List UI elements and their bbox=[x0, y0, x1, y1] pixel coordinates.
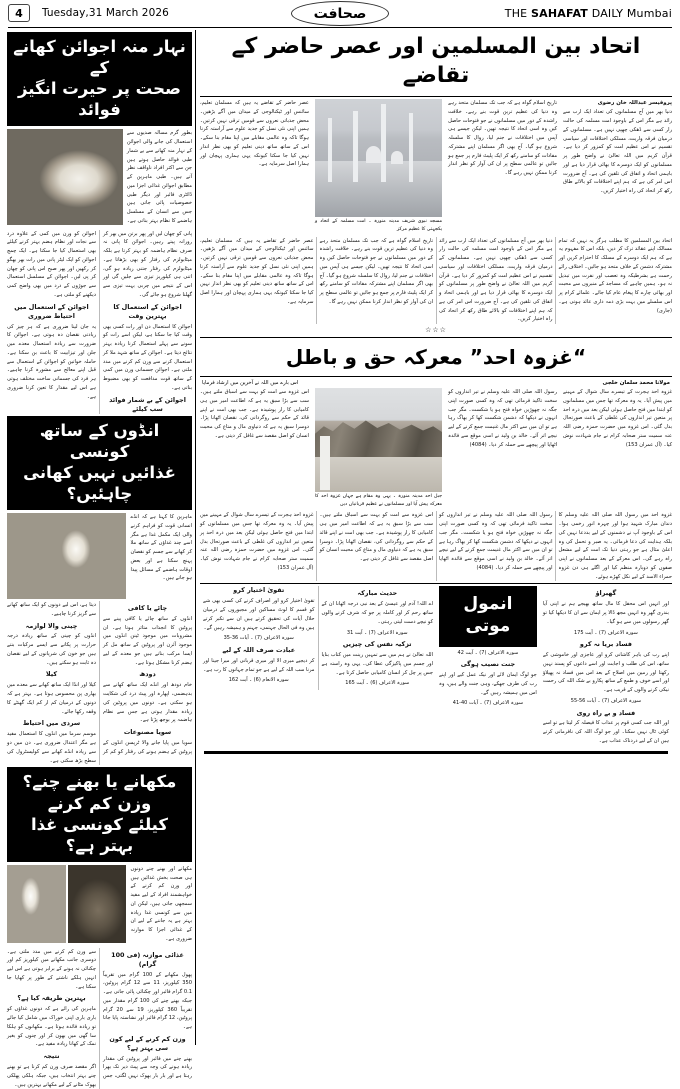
uhud-byline: مولانا محمد سلمان خلجی bbox=[602, 380, 670, 387]
bottom-section-cite: سورہ الاعراف (7) ۔ آیت 31 bbox=[346, 629, 408, 636]
bottom-strip bbox=[200, 586, 672, 747]
publication-title bbox=[505, 7, 672, 20]
minaret-icon bbox=[328, 118, 332, 182]
publication-title-bold: SAHAFAT bbox=[531, 6, 589, 20]
headline-line-1: انڈوں کے ساتھ کونسی bbox=[39, 420, 160, 461]
article-separator-rule bbox=[200, 337, 672, 338]
anmol-moti-box-column bbox=[436, 586, 540, 747]
uhud-headline-rule bbox=[200, 376, 672, 377]
bottom-section-title: فساد و بے راہ روی bbox=[576, 708, 636, 717]
ittehad-col-3: عصر حاضر کے تقاضے یہ ہیں کہ مسلمان تعلیم، سائنس اور ٹیکنالوجی کے میدان میں آگے بڑھیں۔ محض جذباتی نعروں سے قومیں ترقی نہیں کرتیں۔ ہمیں اپنی نئی نسل کو جدید علوم سے آراستہ کرنا ہوگا تاکہ وہ عالمی مقابلے میں اپنا مقام بنا سکے۔ اس کے ساتھ ساتھ دینی تعلیم کو بھی نظر انداز نہیں کیا جا سکتا کیونکہ یہی ہماری پہچان اور ہمارا اصل سرمایہ ہے۔ bbox=[200, 100, 309, 168]
minaret-icon bbox=[409, 113, 413, 181]
left-article-eggs bbox=[7, 416, 192, 766]
eggs-subhead-6: سردی میں احتیاط bbox=[22, 719, 81, 728]
ittehad-body-lower: اتحاد بین المسلمین کا مطلب ہرگز یہ نہیں کہ تمام مسالک اپنے عقائد ترک کر دیں، بلکہ اس کا مفہوم یہ ہے کہ ہم ایک دوسرے کے مسلک کا احترام کریں اور مشترکہ دشمن کے خلاف متحد ہو جائیں۔ اختلاف رائے رحمت ہے بشرطیکہ وہ تعصب اور نفرت میں تبدیل نہ ہو۔ ہمیں چاہیے کہ مساجد کے منبروں سے محبت اور بھائی چارے کا پیغام عام کیا جائے۔ علمائے کرام پر اس سلسلے میں بہت بڑی ذمہ داری عائد ہوتی ہے۔ (جاری) دنیا بھر میں آج مسلمانوں کی تعداد ایک ارب سے زائد ہے مگر اس کے باوجود امت مسلمہ کی حالت زار کسی سے ڈھکی چھپی نہیں ہے۔ مسلمانوں کے درمیان فرقہ واریت، مسلکی اختلافات اور سیاسی تقسیم نے اس عظیم امت کو کمزور کر دیا ہے۔ قرآن کریم میں اللہ تعالیٰ نے واضح طور پر مسلمانوں کو ایک دوسرے کا بھائی قرار دیا ہے اور باہمی اتحاد و اتفاق کی تلقین کی ہے۔ آج ضرورت اس امر کی ہے کہ ہم اپنے اختلافات کو بالائے طاق رکھ کر اتحاد کی راہ اختیار کریں۔ تاریخ اسلام گواہ ہے کہ جب تک مسلمان متحد رہے وہ دنیا کی عظیم ترین قوت بنے رہے۔ خلافت راشدہ کے دور میں مسلمانوں نے جو فتوحات حاصل کیں وہ اسی اتحاد کا نتیجہ تھیں۔ لیکن جیسے ہی آپس میں اختلافات نے جنم لیا، زوال کا سلسلہ شروع ہو گیا۔ آج بھی اگر مسلمان اپنے مشترکہ مفادات کو سامنے رکھ کر ایک پلیٹ فارم پر جمع ہو جائیں تو عالمی سطح پر ان کی آواز کو نظر انداز کرنا ممکن نہیں رہے گا۔ عصر حاضر کے تقاضے یہ ہیں کہ مسلمان تعلیم، سائنس اور ٹیکنالوجی کے میدان میں آگے بڑھیں۔ محض جذباتی نعروں سے قومیں ترقی نہیں کرتیں۔ ہمیں اپنی نئی نسل کو جدید علوم سے آراستہ کرنا ہوگا تاکہ وہ عالمی مقابلے میں اپنا مقام بنا سکے۔ اس کے ساتھ ساتھ دینی تعلیم کو بھی نظر انداز نہیں کیا جا سکتا کیونکہ یہی ہماری پہچان اور ہمارا اصل سرمایہ ہے۔ bbox=[200, 237, 672, 323]
headline-line-2: کیلئے کونسی غذا بہتر ہے؟ bbox=[30, 814, 169, 855]
bottom-section-cite: سورہ الاعراف (7) ۔ آیت 175 bbox=[573, 629, 638, 636]
bottom-quran-column bbox=[540, 586, 672, 747]
uhud-col-1: غزوہ احد ہجرت کے تیسرے سال شوال کے مہینے میں پیش آیا۔ یہ وہ معرکہ تھا جس میں مسلمانوں کو ابتدا میں فتح حاصل ہوئی لیکن بعد میں درہ احد پر متعین تیر اندازوں کی غلطی کے باعث صورتحال بدل گئی۔ اس غزوہ میں حضرت حمزہ رضی اللہ عنہ سمیت ستر صحابہ کرام نے جام شہادت نوش کیا۔ (آل عمران 153) bbox=[563, 389, 672, 448]
bottom-section-cite: سورہ الاعراف (7) ۔ آیات 56-55 bbox=[570, 697, 642, 704]
anmol-moti-body: سورہ الاعراف (7) ۔ آیت 42 جنت نصیب ہوگی جو لوگ ایمان لائے اور نیک عمل کیے اور اپنے رب کی طرف جھکے، وہی جنت والے ہیں، وہ اس میں ہمیشہ رہیں گے۔ سورہ الاعراف (7) ۔ آیات 40-41 bbox=[439, 649, 537, 707]
dome-icon bbox=[391, 151, 402, 164]
left-article-ajwain bbox=[7, 32, 192, 414]
left-article-makhana-headline bbox=[7, 767, 192, 861]
page-body bbox=[4, 28, 676, 1088]
ajwain-subhead-3: اجوائن کے استعمال میں احتیاط ضروری bbox=[14, 302, 89, 320]
bottom-section-rule bbox=[200, 583, 672, 584]
bottom-section-title: تزکیہ نفس کی چیزیں bbox=[342, 640, 412, 649]
page-bottom-rule bbox=[204, 751, 668, 754]
ittehad-col-2: تاریخ اسلام گواہ ہے کہ جب تک مسلمان متحد رہے وہ دنیا کی عظیم ترین قوت بنے رہے۔ خلافت راشدہ کے دور میں مسلمانوں نے جو فتوحات حاصل کیں وہ اسی اتحاد کا نتیجہ تھیں۔ لیکن جیسے ہی آپس میں اختلافات نے جنم لیا، زوال کا سلسلہ شروع ہو گیا۔ آج بھی اگر مسلمان اپنے مشترکہ مفادات کو سامنے رکھ کر ایک پلیٹ فارم پر جمع ہو جائیں تو عالمی سطح پر ان کی آواز کو نظر انداز کرنا ممکن نہیں رہے گا۔ bbox=[448, 100, 558, 177]
uhud-col-2: رسول اللہ صلی اللہ علیہ وسلم نے تیر اندازوں کو سخت تاکید فرمائی تھی کہ وہ کسی صورت اپنی جگہ نہ چھوڑیں خواہ فتح ہو یا شکست۔ مگر جب انہوں نے دیکھا کہ دشمن شکست کھا کر بھاگ رہا ہے تو ان میں سے اکثر مال غنیمت جمع کرنے کے لیے نیچے اتر آئے۔ خالد بن ولید نے اسی موقع سے فائدہ اٹھایا اور پیچھے سے حملہ کر دیا۔ (4084) bbox=[448, 389, 558, 448]
makhana-subhead-1: غذائی موازنہ (فی 100 گرام) bbox=[111, 950, 184, 968]
left-article-ajwain-headline bbox=[7, 32, 192, 126]
ittehad-byline: پروفیسر عبداللہ خان رضوی bbox=[597, 100, 672, 107]
bottom-section-title: گھبراؤ bbox=[595, 589, 617, 598]
makhana-subhead-3: بہترین طریقہ کیا ہے؟ bbox=[17, 994, 86, 1003]
main-article-ittehad-headline: اتحاد بین المسلمین اور عصر حاضر کے تقاضے bbox=[231, 34, 641, 88]
left-article-makhana bbox=[7, 767, 192, 1089]
bottom-section-title: فساد بریا نہ کرو bbox=[579, 640, 632, 649]
bottom-section-cite: سورہ الاعراف (7) ۔ آیات 36-35 bbox=[223, 635, 294, 642]
main-article-uhud-headline: “غزوہ احد” معرکہ حق و باطل bbox=[285, 345, 587, 370]
uhud-body-lower: غزوہ احد میں رسول اللہ صلی اللہ علیہ وسلم کا دندان مبارک شہید ہوا اور چہرہ انور زخمی ہوا۔ اس کے باوجود آپ نے دشمنوں کے لیے بددعا نہیں کی بلکہ ہدایت کی دعا فرمائی۔ یہ صبر و تحمل کی وہ اعلیٰ مثال ہے جو رہتی دنیا تک امت کے لیے مشعل راہ رہے گی۔ اس معرکے کے بعد مسلمانوں نے اپنی صفوں کو دوبارہ منظم کیا اور اگلے ہی دن غزوہ حمراء الاسد کے لیے نکل کھڑے ہوئے۔ رسول اللہ صلی اللہ علیہ وسلم نے تیر اندازوں کو سخت تاکید فرمائی تھی کہ وہ کسی صورت اپنی جگہ نہ چھوڑیں خواہ فتح ہو یا شکست۔ مگر جب انہوں نے دیکھا کہ دشمن شکست کھا کر بھاگ رہا ہے تو ان میں سے اکثر مال غنیمت جمع کرنے کے لیے نیچے اتر آئے۔ خالد بن ولید نے اسی موقع سے فائدہ اٹھایا اور پیچھے سے حملہ کر دیا۔ (4084) اس غزوہ سے امت کو بہت سے اسباق ملتے ہیں۔ سب سے بڑا سبق یہ ہے کہ اطاعت امیر میں ہی کامیابی کا راز پوشیدہ ہے۔ جب بھی امت نے اپنے قائد کے حکم سے روگردانی کی، نقصان اٹھانا پڑا۔ دوسرا سبق یہ ہے کہ دنیاوی مال و متاع کی محبت انسان کو اصل مقصد سے غافل کر دیتی ہے۔ غزوہ احد ہجرت کے تیسرے سال شوال کے مہینے میں پیش آیا۔ یہ وہ معرکہ تھا جس میں مسلمانوں کو ابتدا میں فتح حاصل ہوئی لیکن بعد میں درہ احد پر متعین تیر اندازوں کی غلطی کے باعث صورتحال بدل گئی۔ اس غزوہ میں حضرت حمزہ رضی اللہ عنہ سمیت ستر صحابہ کرام نے جام شہادت نوش کیا۔ (آل عمران 153) bbox=[200, 512, 672, 580]
eggs-and-food-photo bbox=[7, 513, 126, 599]
makhana-subhead-2: وزن کم کرنے کے لیے کون سی بہتر ہے؟ bbox=[109, 1034, 186, 1052]
mountain-ridge bbox=[315, 417, 442, 459]
bottom-section-cite: سورہ الاعراف (6) ۔ آیت 165 bbox=[345, 680, 410, 687]
uhud-col-3: اس غزوہ سے امت کو بہت سے اسباق ملتے ہیں۔ سب سے بڑا سبق یہ ہے کہ اطاعت امیر میں ہی کامیابی کا راز پوشیدہ ہے۔ جب بھی امت نے اپنے قائد کے حکم سے روگردانی کی، نقصان اٹھانا پڑا۔ دوسرا سبق یہ ہے کہ دنیاوی مال و متاع کی محبت انسان کو اصل مقصد سے غافل کر دیتی ہے۔ bbox=[200, 389, 309, 439]
eggs-subhead-2: دودھ bbox=[139, 670, 156, 679]
article-separator-stars: ☆☆☆ bbox=[425, 326, 447, 335]
headline-line-1: نہار منہ اجوائن کھانے کے bbox=[13, 37, 186, 78]
bottom-section-cite: سورہ الاعراف (7) ۔ آیات 40-41 bbox=[452, 700, 524, 707]
bottom-section-cite: سورہ الاعراف (7) ۔ آیت 42 bbox=[457, 649, 519, 656]
bottom-section-title: عبادت صرف اللہ کے لیے bbox=[222, 645, 296, 654]
anmol-moti-heading bbox=[439, 586, 537, 646]
publication-date: Tuesday,31 March 2026 bbox=[42, 7, 169, 19]
town-buildings bbox=[315, 457, 442, 492]
dome-icon bbox=[366, 146, 381, 163]
uhud-photo-caption: جبل احد مدینہ منورہ ۔ یہی وہ مقام ہے جہاں غزوہ احد کا معرکہ پیش آیا اور مسلمانوں نے عظیم قربانیاں دیں bbox=[314, 494, 443, 507]
masjid-photo-caption: مسجد نبوی شریف مدینہ منورہ ۔ امت مسلمہ کے اتحاد و یکجہتی کا عظیم مرکز bbox=[314, 219, 443, 232]
masjid-nabawi-photo bbox=[315, 99, 442, 217]
ajwain-carom-seeds-photo bbox=[7, 129, 123, 225]
publication-title-post: DAILY Mumbai bbox=[588, 6, 672, 20]
eggs-subhead-4: چینی والا لوازمہ bbox=[25, 621, 78, 630]
eggs-subhead-1: چائے یا کافی bbox=[127, 604, 168, 612]
main-article-uhud bbox=[200, 340, 672, 581]
ajwain-subhead-2: اجوائن کے بے شمار فوائد سب کیلئے bbox=[109, 395, 186, 413]
sahafat-logo bbox=[291, 1, 389, 26]
uhud-byline-note: اس بارے میں اللہ نے آخرین میں ارشاد فرمایا bbox=[202, 380, 299, 387]
bottom-section-cite: سورہ الانعام (6) ۔ آیت 162 bbox=[228, 677, 289, 684]
ajwain-body: پانی کو چھان لیں اور پھر برتن میں بھر کر روزانہ پیتے رہیں۔ اجوائن کا پانی نہ صرف نظام ہاضمہ کو بہتر کرتا ہے بلکہ میٹابولزم کی رفتار کو بھی بڑھاتا ہے۔ میٹابولزم کی رفتار جتنی زیادہ ہو گی، اتنی ہی کیلوریز تیزی سے جلیں گی اور اس کے نتیجے میں چربی بہت تیزی سے گھلنا شروع ہو جائے گی۔ اجوائن کے استعمال کا بہترین وقت اجوائن کا استعمال دن اور رات کسی بھی وقت کیا جا سکتا ہے، لیکن اسے رات کو سونے سے پہلے استعمال کرنا زیادہ بہتر نتائج دیتا ہے۔ اجوائن کے ساتھ شہد ملا کر استعمال کرنے سے وزن کم کرنے میں مدد ملتی ہے۔ اجوائن جسمانی وزن میں کمی کے ساتھ قوت مدافعت کو بھی مضبوط بناتی ہے۔ اجوائن کے بے شمار فوائد سب کیلئے اجوائن کو وزن میں کمی کے علاوہ درد سے نجات اور نظام ہضم بہتر کرنے کیلئے بھی استعمال کیا جا سکتا ہے۔ ایک چمچ اجوائن کو ایک لیٹر پانی میں رات بھر بھگو کر رکھیں اور پھر صبح اس پانی کو چھان کر پی لیں۔ اجوائن کے مسلسل استعمال سے جوڑوں کے درد میں بھی واضح کمی دیکھنے کو ملتی ہے۔ اجوائن کے استعمال میں احتیاط ضروری یہ جان لینا ضروری ہے کہ ہر چیز کی زیادتی نقصان دہ ہوتی ہے۔ اجوائن کا ضرورت سے زیادہ استعمال معدے میں جلن اور تیزابیت کا باعث بن سکتا ہے۔ حاملہ خواتین کو اجوائن کے استعمال سے قبل اپنے معالج سے مشورہ کرنا چاہیے۔ ہر فرد کی جسمانی ساخت مختلف ہوتی ہے اس لیے مقدار کا تعین کرنا ضروری ہے۔ bbox=[7, 230, 192, 413]
roasted-chana-photo bbox=[68, 865, 127, 943]
headline-line-2: غذائیں نہیں کھانی چاہئیں؟ bbox=[23, 462, 176, 503]
heading-line-1: انمول bbox=[463, 594, 513, 615]
left-article-eggs-headline bbox=[7, 416, 192, 510]
main-content bbox=[196, 30, 676, 1045]
heading-line-2: موتی bbox=[465, 616, 511, 637]
eggs-body: چائے یا کافی انڈوں کے ساتھ چائے یا کافی پینے سے پروٹین کا انجذاب متاثر ہوتا ہے۔ ان مشروبات میں موجود ٹینن انڈوں میں موجود آئرن اور پروٹین کے ساتھ مل کر ایسا مرکب بناتے ہیں جو معدے کے لیے ہضم کرنا مشکل ہوتا ہے۔ دودھ خام دودھ اور انڈے ایک ساتھ کھانے سے بدہضمی، اپھارہ اور پیٹ درد کی شکایت ہو سکتی ہے۔ دونوں میں پروٹین کی زیادہ مقدار ہوتی ہے جس سے نظام ہاضمہ پر بوجھ پڑتا ہے۔ سویا مصنوعات سویا میں پایا جانے والا ٹرپسن انڈوں کے پروٹین کے ہضم ہونے کی رفتار کو کم کر دیتا ہے، اس لیے دونوں کو ایک ساتھ کھانے سے گریز کرنا چاہیے۔ چینی والا لوازمہ انڈوں کو چینی کے ساتھ زیادہ درجہ حرارت پر پکانے سے ایسے مرکبات بنتے ہیں جو خون کی شریانوں کے لیے نقصان دہ ثابت ہو سکتے ہیں۔ کیلا کیلا اور انڈا ایک ساتھ کھانے سے معدے میں بھاری پن محسوس ہوتا ہے۔ بہتر ہے کہ دونوں کے درمیان کم از کم ایک گھنٹے کا وقفہ رکھا جائے۔ سردی میں احتیاط موسم سرما میں انڈوں کا استعمال مفید ہے مگر اعتدال ضروری ہے۔ دن میں دو سے زیادہ انڈے کھانے سے کولیسٹرول کی سطح بڑھ سکتی ہے۔ bbox=[7, 602, 192, 764]
left-sidebar bbox=[4, 30, 196, 1088]
makhana-body: غذائی موازنہ (فی 100 گرام) پھول مکھانے کے 100 گرام میں تقریباً 350 کیلوریز، 11 سے 12 گرام پروٹین، 0.1 گرام فائبر اور چکنائی پائی جاتی ہے۔ جبکہ بھنے چنے کی 100 گرام مقدار میں تقریباً 360 کیلوریز، 19 سے 20 گرام پروٹین، 12 گرام فائبر اور نشاستہ پایا جاتا ہے۔ وزن کم کرنے کے لیے کون سی بہتر ہے؟ بھنے چنے میں فائبر اور پروٹین کی مقدار زیادہ ہونے کی وجہ سے پیٹ دیر تک بھرا رہتا ہے اور بار بار بھوک نہیں لگتی، جس سے وزن کم کرنے میں مدد ملتی ہے۔ دوسری جانب مکھانے میں کیلوریز کم اور چکنائی نہ ہونے کے برابر ہوتی ہے اس لیے انہیں ہلکے ناشتے کے طور پر کھایا جا سکتا ہے۔ بہترین طریقہ کیا ہے؟ ماہرین کی رائے ہے کہ دونوں غذاؤں کو باری باری اپنی خوراک میں شامل کیا جائے تو زیادہ فائدہ ہوتا ہے۔ مکھانوں کو ہلکا سا گھی میں بھون کر اور چنوں کو بغیر نمک کے کھانا زیادہ مفید ہے۔ نتیجہ اگر مقصد صرف وزن کم کرنا ہے تو بھنے چنے بہتر انتخاب ہیں، جبکہ ہلکی پھلکی بھوک مٹانے کے لیے مکھانے بہترین ہیں۔ bbox=[7, 948, 192, 1088]
publication-title-pre: THE bbox=[504, 6, 532, 20]
makhana-lead-text: مکھانے اور بھنے چنے دونوں ہی صحت بخش غذائیں ہیں اور وزن کم کرنے کے خواہشمند افراد کے لیے مفید سمجھی جاتی ہیں، لیکن ان میں سے کونسی غذا زیادہ بہتر ہے یہ جاننے کے لیے ان کے غذائی اجزا کا موازنہ ضروری ہے۔ bbox=[130, 865, 192, 942]
makhana-subhead-4: نتیجہ bbox=[43, 1052, 60, 1061]
headline-line-2: صحت پر حیرت انگیز فوائد bbox=[18, 79, 181, 120]
logo-text: صحافت bbox=[313, 5, 367, 22]
uhud-byline-bar bbox=[200, 379, 672, 388]
quran-col-body: گھبراؤ اور انہیں اس محفل کا مال ساتھ بھیجے ہم نے اپنی آیا بندری گھر وہ انہیں مجھ ڈالا پر ایمان سے ان کا دیکھا کیا تو گھر رسولوں میں سے ہو گیا۔ سورہ الاعراف (7) ۔ آیت 175 فساد بریا نہ کرو اپنے رب کی باہر کاشانی کرو اور عاجزی اور خاموشی کے ساتھ، اس کی طلب و اجابت اور اسے داعوں کو پسند نہیں رکھتا اور زمین میں اصلاح کے بعد اس میں فساد نہ پھیلاؤ اور اسے خوف و طمع کے ساتھ پکارو بے شک اللہ کی رحمت نیکی کرنے والوں کے قریب ہے۔ سورہ الاعراف (7) ۔ آیات 56-55 فساد و بے راہ روی اور اللہ جب کسی قوم پر عذاب کا فیصلہ کر لیتا ہے تو اسے کوئی ٹال نہیں سکتا۔ اور جو لوگ اللہ کی نافرمانی کرتے ہیں ان کے لیے دردناک عذاب ہے۔ bbox=[542, 589, 669, 744]
ajwain-lead-text: بطور گرم مسالہ صدیوں سے استعمال کی جانے والی اجوائن کے نہار منہ کھانے سے بے شمار طبی فوائد حاصل ہوتے ہیں جن سے اکثر افراد ناواقف نظر آتے ہیں۔ طبی ماہرین کے مطابق اجوائن غذائی اجزا میں ڈائٹری فائبر اور دیگر طبی خصوصیات پائی جاتی ہیں جس سے انسان کے مسلسل ہاضمے کا نظام بہتر بناتی ہے۔ bbox=[126, 130, 192, 224]
mount-uhud-photo bbox=[315, 388, 442, 492]
minaret-icon bbox=[320, 436, 330, 490]
ajwain-subhead-1: اجوائن کے استعمال کا بہترین وقت bbox=[113, 302, 182, 320]
makhana-foxnuts-photo bbox=[7, 865, 66, 943]
main-article-ittehad bbox=[200, 30, 672, 338]
bottom-section-title: حدیث مبارکہ bbox=[357, 589, 398, 598]
eggs-lead-text: ماہرین کا کہنا ہے کہ انڈے انسانی قوت کو فراہم کرنے والی ایک مکمل غذا ہے مگر اسے چند غذاؤں کے ساتھ ملا کر کھانے سے جسم کو نقصان پہنچ سکتا ہے اور بعض اوقات ہاضمے کے مسائل پیدا ہو جاتے ہیں۔ bbox=[130, 514, 192, 582]
eggs-subhead-5: کیلا bbox=[45, 670, 58, 679]
mosque-courtyard bbox=[315, 161, 442, 218]
bottom-section-title: تقویٰ اختیار کرو bbox=[233, 586, 285, 595]
masthead bbox=[4, 0, 676, 26]
hadith-cols: حدیث مبارکہ اے اللہ! آدم اور عیسیٰ کے بعد نبی درجہ اٹھانا ان کے ساتھ رحم کر اور کاملہ پر جو کہ شرف کرنے والوں کو نیچے دست لیتی رہتی۔ سورہ الاعراف (7) ۔ آیت 31 تزکیہ نفس کی چیزیں اللہ تعالیٰ نے ہم میں سے تمہیں زینت میں کتاب بنایا اور جسم میں پاکیزگی عطا کی۔ یہی وہ راستہ ہے جس پر چل کر انسان کامیابی حاصل کرتا ہے۔ سورہ الاعراف (6) ۔ آیت 165 تقویٰ اختیار کرو تقویٰ اختیار کرو اور اصراف کرنے کی کسی بھی شے کو قسم کا لوٹ مساکین اور مجبوروں کے درمیان حلال آیات کی تحقیق کرتے ہیں ان سے تکبر کرتے ہیں وہ فی الحال جہنمی، جہنم و ہمیشہ رہیں گے۔ سورہ الاعراف (7) ۔ آیات 36-35 عبادت صرف اللہ کے لیے کر دیجیے میری الا اور میری قربانی اور میرا جینا اور مرنا سب اللہ کے لیے ہے جو تمام جہانوں کا رب ہے۔ سورہ الانعام (6) ۔ آیت 162 bbox=[203, 586, 433, 687]
headline-line-1: مکھانے یا بھنے چنے؟ وزن کم کرنے bbox=[22, 772, 177, 813]
bottom-hadith-columns bbox=[200, 586, 436, 747]
ittehad-col-1: پروفیسر عبداللہ خان رضوی دنیا بھر میں آج مسلمانوں کی تعداد ایک ارب سے زائد ہے مگر اس کے باوجود امت مسلمہ کی حالت زار کسی سے ڈھکی چھپی نہیں ہے۔ مسلمانوں کے درمیان فرقہ واریت، مسلکی اختلافات اور سیاسی تقسیم نے اس عظیم امت کو کمزور کر دیا ہے۔ قرآن کریم میں اللہ تعالیٰ نے واضح طور پر مسلمانوں کو ایک دوسرے کا بھائی قرار دیا ہے اور باہمی اتحاد و اتفاق کی تلقین کی ہے۔ آج ضرورت اس امر کی ہے کہ ہم اپنے اختلافات کو بالائے طاق رکھ کر اتحاد کی راہ اختیار کریں۔ bbox=[563, 100, 672, 195]
eggs-subhead-3: سویا مصنوعات bbox=[123, 728, 172, 737]
minaret-icon bbox=[381, 104, 386, 182]
minaret-icon bbox=[353, 111, 357, 182]
headline-rule bbox=[200, 96, 672, 97]
bottom-section-title: جنت نصیب ہوگی bbox=[460, 660, 516, 669]
page-number-badge: 4 bbox=[8, 4, 30, 22]
